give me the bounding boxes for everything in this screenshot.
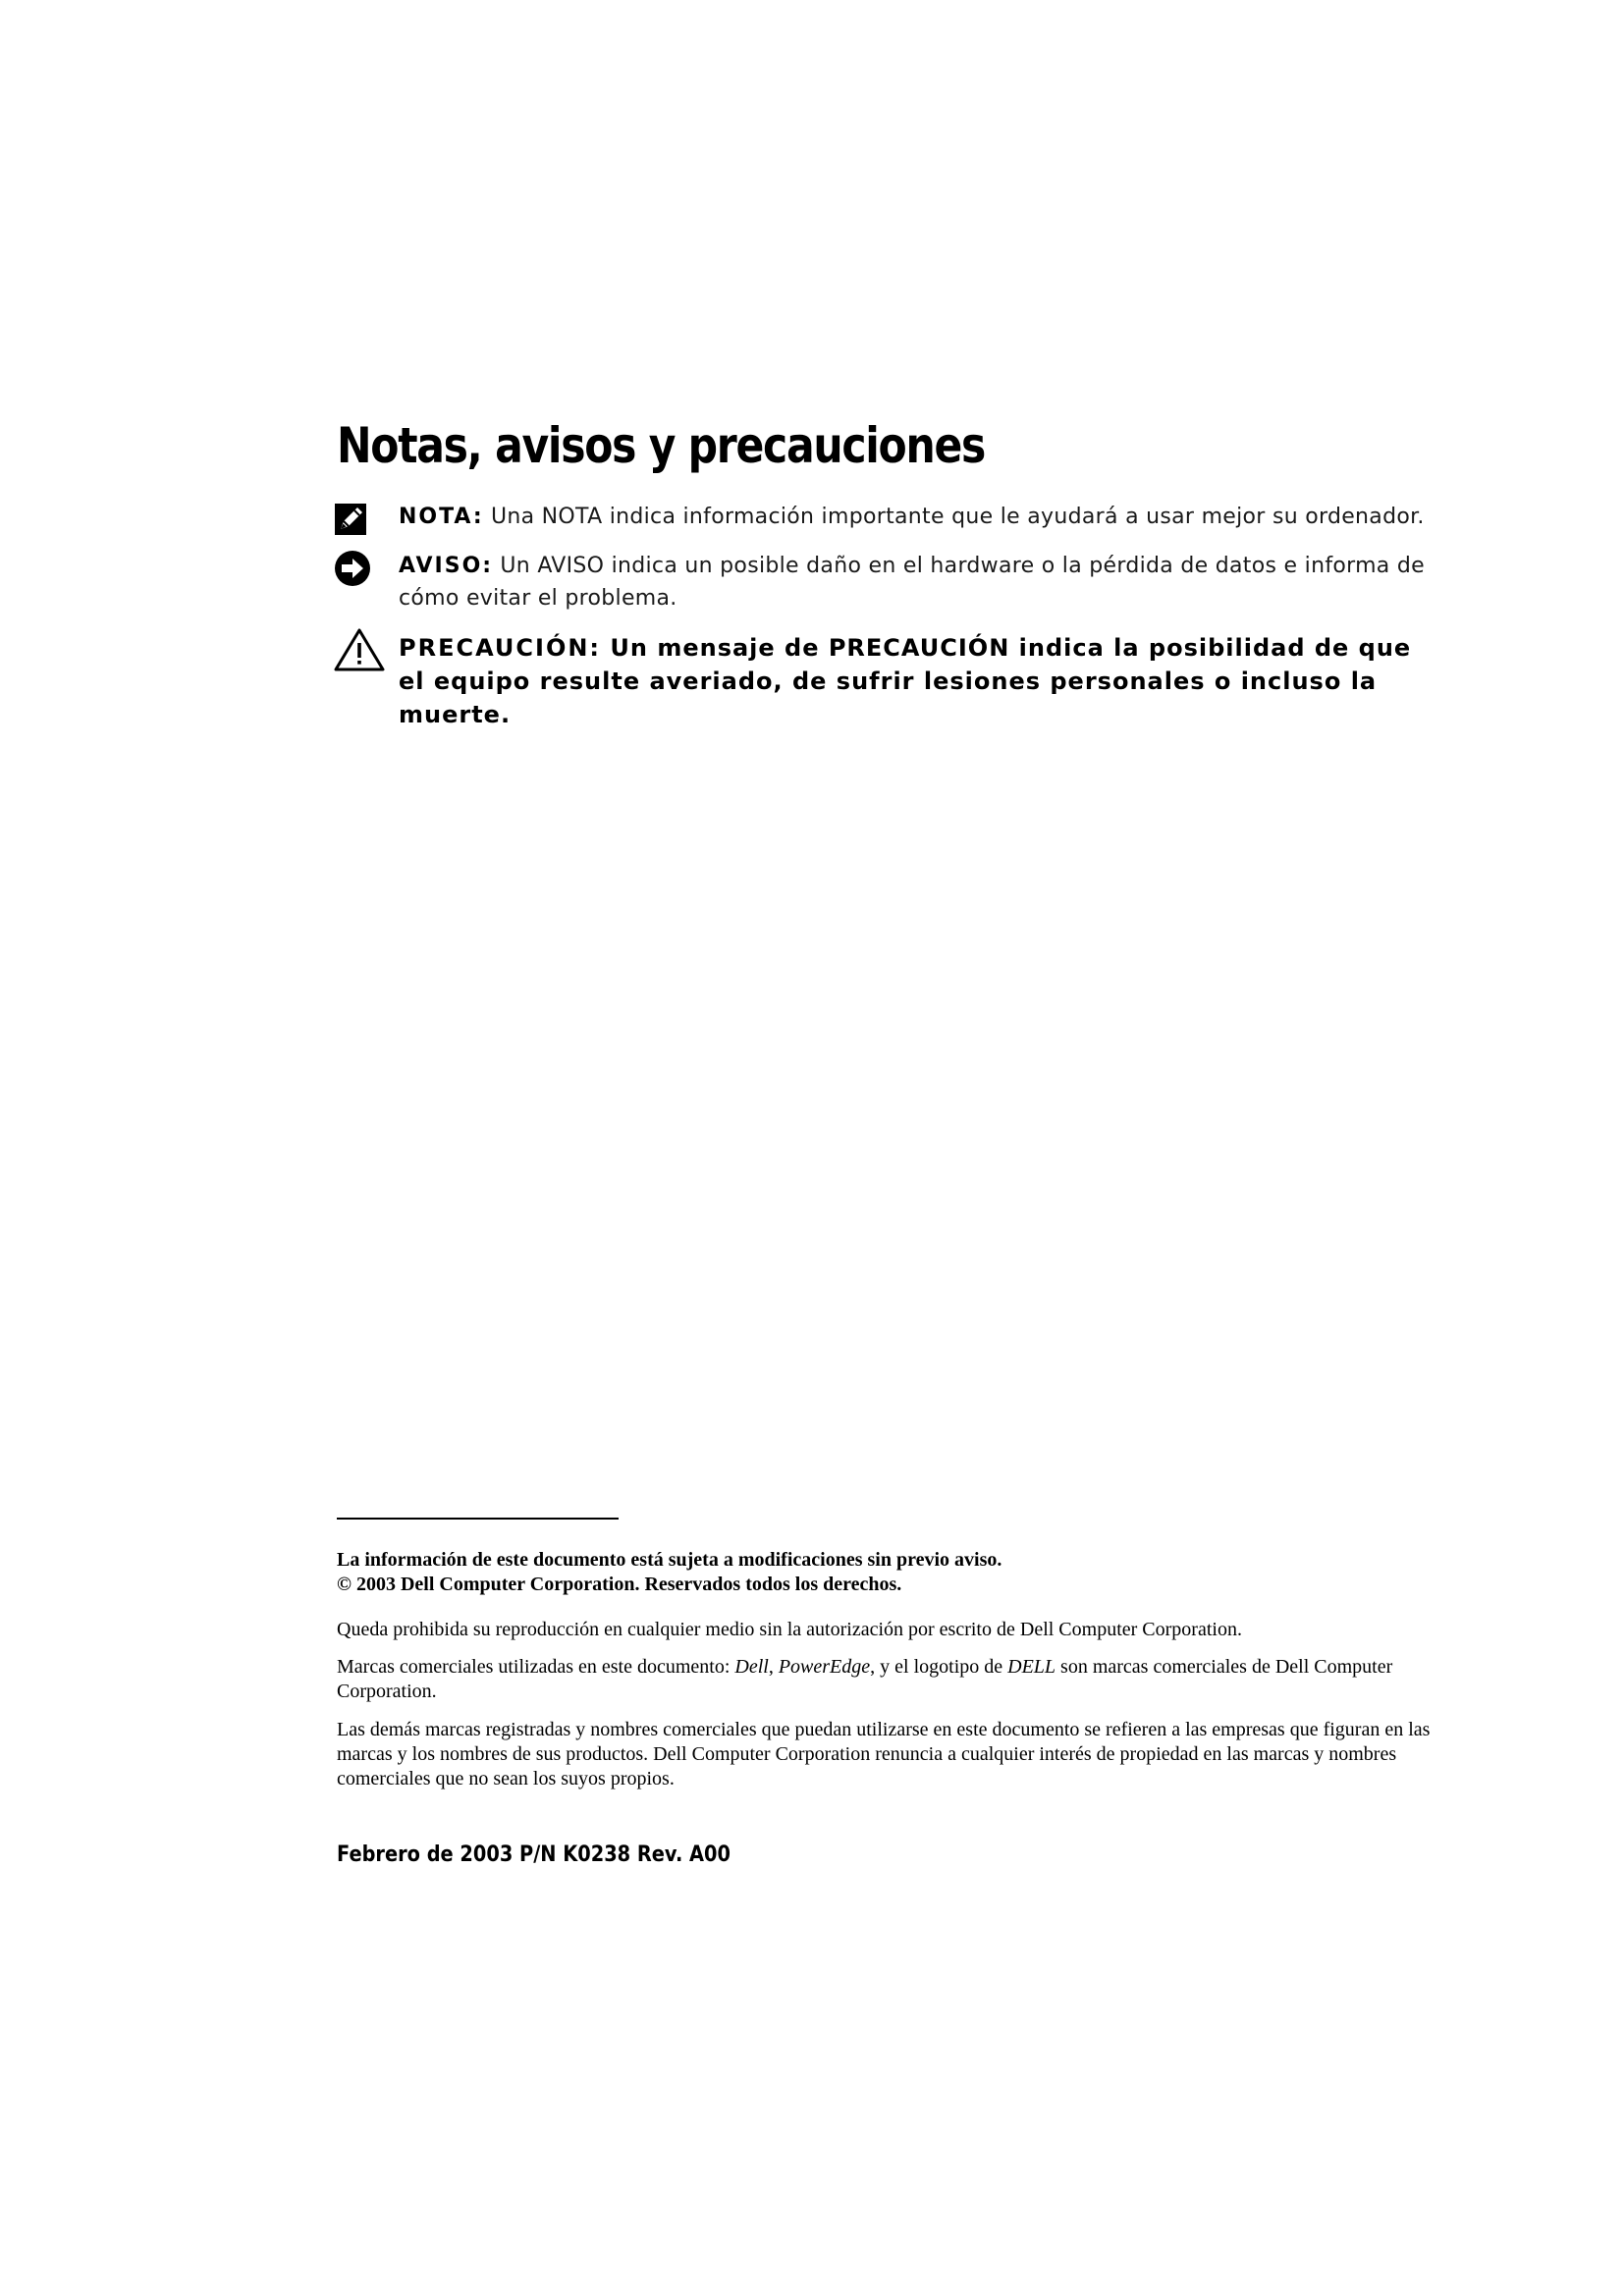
legal-disclaimer: [337, 1548, 1436, 1597]
other-trademarks-notice: Las demás marcas registradas y nombres comerciales que puedan utilizarse en este documento se refieren a las empresas que figuran en las marcas y los nombres de sus productos. Dell Computer Corporation renuncia a cualquier interés de propiedad en las marcas y nombres comerciales que no sean los suyos propios.: [337, 1719, 1431, 1789]
notice-text: Un AVISO indica un posible daño en el hardware o la pérdida de datos e informa de cómo evitar el problema.: [399, 554, 1425, 611]
notice-arrow-icon: [334, 550, 373, 589]
trademarks-pre: Marcas comerciales utilizadas en este documento:: [337, 1656, 735, 1678]
reproduction-notice: Queda prohibida su reproducción en cualquier medio sin la autorización por escrito de Dell Computer Corporation.: [337, 1619, 1242, 1640]
legal-line-1: La información de este documento está sujeta a modificaciones sin previo aviso.: [337, 1549, 1002, 1571]
page-title: Notas, avisos y precauciones: [337, 417, 986, 474]
note-text: Una NOTA indica información importante que le ayudará a usar mejor su ordenador.: [490, 505, 1425, 529]
caution-triangle-icon: [334, 627, 385, 672]
copyright-line: © 2003 Dell Computer Corporation. Reservados todos los derechos.: [337, 1574, 902, 1595]
caution-text: Un mensaje de PRECAUCIÓN indica la posibilidad de que el equipo resulte averiado, de sufrir lesiones personales o incluso la muerte.: [399, 634, 1412, 728]
notice-label: AVISO:: [399, 554, 494, 578]
caution-label: PRECAUCIÓN:: [399, 634, 602, 662]
document-code: Febrero de 2003 P/N K0238 Rev. A00: [337, 1842, 731, 1867]
trademarks-mid: , y el logotipo de: [870, 1656, 1008, 1678]
trademark-logo: DELL: [1007, 1656, 1056, 1678]
trademarks-post: son marcas comerciales de Dell Computer Corporation.: [337, 1656, 1393, 1702]
trademarks-sep: ,: [768, 1656, 779, 1678]
note-pencil-icon: [334, 503, 373, 542]
trademarks-notice: [337, 1655, 1436, 1704]
trademark-dell: Dell: [734, 1656, 769, 1678]
note-label: NOTA:: [399, 505, 484, 529]
trademark-poweredge: PowerEdge: [778, 1656, 871, 1678]
footnote-divider: [337, 1518, 619, 1520]
